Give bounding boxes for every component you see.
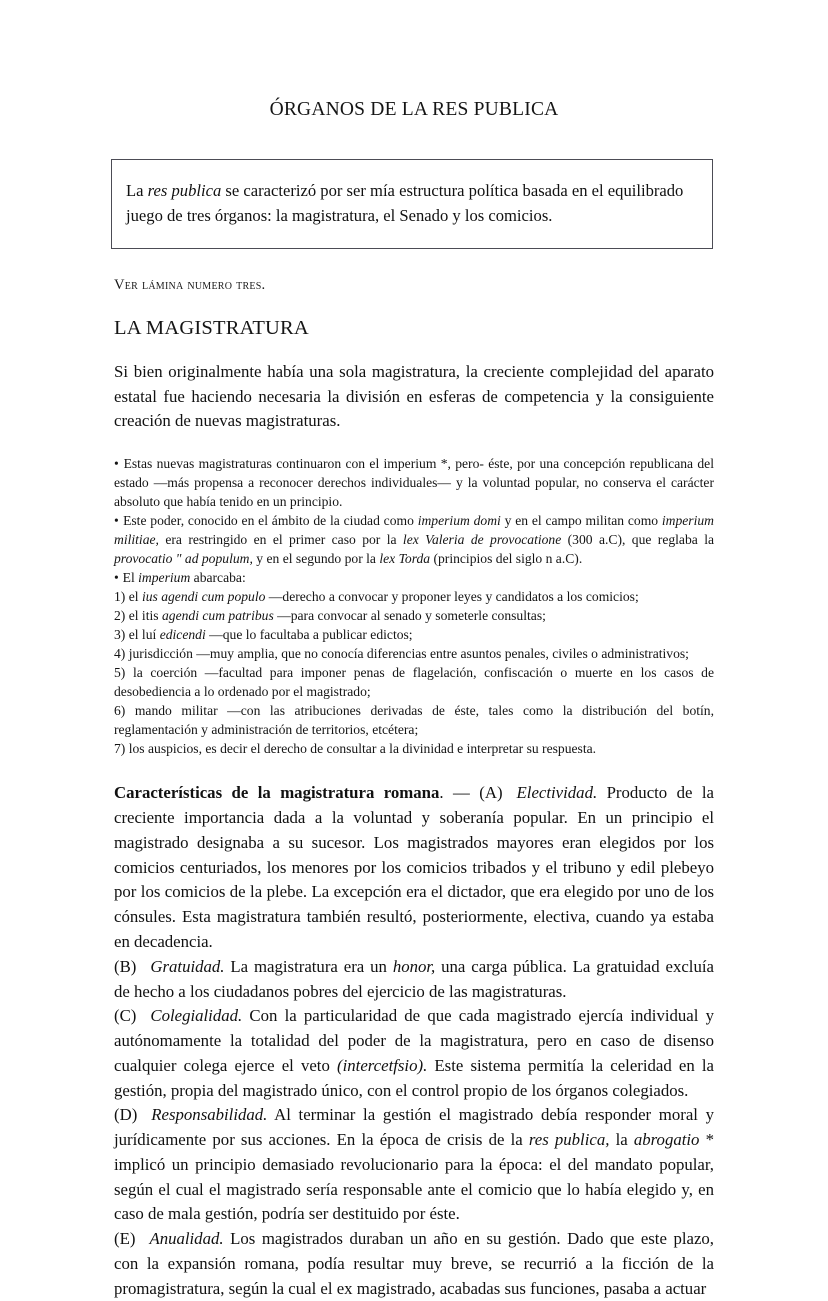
characteristic-item-e [114, 1227, 714, 1301]
term-res-publica: res publica, [528, 1130, 610, 1150]
bullet-dot-icon: • [114, 455, 120, 471]
fineprint-bullet-2-c: era restringido en el primer caso por la [158, 532, 403, 548]
item-number: 1) [114, 589, 126, 605]
fineprint-numbered-item [114, 701, 714, 739]
bullet-dot-icon: • [114, 570, 120, 586]
page-content-column [114, 0, 714, 1301]
item-term-gratuidad: Gratuidad. [150, 956, 225, 976]
item-term-electividad: Electividad. [516, 783, 598, 803]
characteristics-heading: Características de la magistratura romana [114, 783, 440, 803]
term-provocatio-ad-populum: provocatio " ad populum, [114, 551, 253, 567]
abstract-text-a: La [126, 181, 148, 201]
term-honor: honor, [392, 956, 436, 976]
term-lex-torda: lex Torda [379, 551, 431, 567]
characteristic-item-d [114, 1103, 714, 1227]
abstract-text-b: se caracterizó por ser mía estructura política basada en el equilibrado juego de tres órganos: la magistratura, el Senado y los comicios. [126, 181, 684, 225]
abstract-paragraph [126, 179, 696, 227]
item-number: 7) [114, 741, 126, 757]
fineprint-bullet-3-b: abarcaba: [190, 570, 246, 586]
bullet-dot-icon: • [114, 512, 120, 528]
item-number: 6) [114, 703, 126, 719]
characteristic-item-c [114, 1004, 714, 1103]
item-body-e: Los magistrados duraban un año en su gestión. Dado que este plazo, con la expansión romana, podía resultar muy breve, se recurrió a la ficción de la promagistratura, según la cual el ex magistrado, acabadas sus funciones, pasaba a actuar [114, 1229, 714, 1298]
item-term-italic: ius agendi cum populo [141, 589, 266, 605]
item-term-responsabilidad: Responsabilidad. [151, 1105, 268, 1125]
fineprint-bullet-2-f: (principios del siglo n a.C). [430, 551, 583, 567]
fineprint-numbered-item [114, 663, 714, 701]
item-body-d-c: * implicó un principio demasiado revolucionario para la época: el del mandato popular, según el cual el magistrado sería responsable ante el comicio que lo había elegido y, en caso de mala gestión, podría ser destituido por éste. [114, 1130, 714, 1224]
fineprint-numbered-item [114, 739, 714, 758]
item-label-a: (A) [479, 783, 503, 803]
item-label-d: (D) [114, 1105, 138, 1125]
term-intercetfsio: (intercetfsio). [337, 1055, 428, 1075]
item-label-c: (C) [114, 1006, 137, 1026]
characteristic-item-a [114, 781, 714, 954]
term-imperium: imperium [138, 570, 191, 586]
item-number: 2) [114, 608, 126, 624]
fineprint-bullet-2-e: y en el segundo por la [252, 551, 380, 567]
characteristics-block [114, 758, 714, 1301]
item-number: 3) [114, 627, 126, 643]
page-title: ÓRGANOS DE LA RES PUBLICA [269, 99, 559, 120]
item-body-d-a: Al terminar la gestión el magistrado debía responder moral y jurídicamente por sus acciones. En la época de crisis de la [114, 1105, 714, 1150]
fineprint-bullet-2-b: y en el campo militan como [500, 512, 662, 528]
section-heading-la-magistratura: LA MAGISTRATURA [114, 316, 309, 339]
fineprint-bullet-1 [114, 454, 714, 511]
item-body-d-b: la [609, 1130, 634, 1150]
item-text-a: el luí [125, 627, 160, 643]
item-text-a: jurisdicción —muy amplia, que no conocía diferencias entre asuntos penales, civiles o administrativos; [125, 646, 689, 662]
term-imperium-militiae: imperium militiae, [114, 512, 714, 548]
item-body-b-a: La magistratura era un [224, 956, 393, 976]
fineprint-bullet-1-text: Estas nuevas magistraturas continuaron con el imperium *, pero- éste, por una concepción republicana del estado —más propensa a reconocer derechos individuales— y la voluntad popular, no conserva el carácter absoluto que había tenido en un principio. [114, 455, 714, 509]
item-term-anualidad: Anualidad. [149, 1229, 224, 1249]
abstract-callout-box [111, 159, 713, 248]
section-lead-paragraph: Si bien originalmente había una sola magistratura, la creciente complejidad del aparato estatal fue haciendo necesaria la división en esferas de competencia y la consiguiente creación de nuevas magistraturas. [114, 361, 714, 431]
item-text-a: la coerción —facultad para imponer penas de flagelación, confiscación o muerte en los casos de desobediencia a lo ordenado por el magistrado; [114, 665, 714, 700]
item-number: 5) [114, 665, 126, 681]
item-body-a: Producto de la creciente importancia dada a la voluntad y soberanía popular. En un principio el magistrado designaba a su sucesor. Los magistrados mayores eran elegidos por los comicios centuriados, los menores por los comicios tribados y el tribuno y edil plebeyo por los comicios de la plebe. La excepción era el dictador, que era elegido por uno de los cónsules. Esta magistratura también resultó, posteriormente, electiva, cuando ya estaba en decadencia. [114, 783, 714, 951]
item-text-a: el [125, 589, 142, 605]
fineprint-bullet-2 [114, 511, 714, 568]
item-text-a: mando militar —con las atribuciones derivadas de éste, tales como la distribución del botín, reglamentación y administración de territorios, etcétera; [114, 703, 714, 738]
item-text-a: el itis [125, 608, 162, 624]
item-text-b: —que lo facultaba a publicar edictos; [205, 627, 413, 643]
fineprint-bullet-2-a: Este poder, conocido en el ámbito de la ciudad como [119, 512, 418, 528]
item-term-italic: edicendi [159, 627, 206, 643]
item-body-c-a: Con la particularidad de que cada magistrado ejercía individual y autónomamente la totalidad del poder de la magistratura, pero en caso de disenso cualquier colega ejerce el veto [114, 1006, 714, 1075]
item-term-italic: agendi cum patribus [161, 608, 274, 624]
item-label-b: (B) [114, 956, 137, 976]
plate-reference-note: Ver lámina numero tres. [114, 276, 266, 293]
fineprint-numbered-item [114, 606, 714, 625]
item-label-e: (E) [114, 1229, 136, 1249]
fineprint-bullet-3-a: El [119, 570, 139, 586]
fineprint-numbered-item [114, 644, 714, 663]
item-body-b-b: una carga pública. La gratuidad excluía de hecho a los ciudadanos pobres del ejercicio de las magistraturas. [114, 956, 714, 1001]
fineprint-numbered-item [114, 625, 714, 644]
fineprint-bullet-3 [114, 568, 714, 587]
item-text-b: —para convocar al senado y someterle consultas; [273, 608, 546, 624]
fineprint-numbered-item [114, 587, 714, 606]
item-term-colegialidad: Colegialidad. [150, 1006, 243, 1026]
term-abrogatio: abrogatio [633, 1130, 700, 1150]
abstract-term-res-publica: res publica [147, 181, 222, 201]
characteristics-heading-separator: . — [439, 783, 480, 803]
item-text-a: los auspicios, es decir el derecho de consultar a la divinidad e interpretar su respuesta. [125, 741, 597, 757]
term-lex-valeria: lex Valeria de provocatione [402, 532, 562, 548]
item-number: 4) [114, 646, 126, 662]
term-imperium-domi: imperium domi [417, 512, 501, 528]
fineprint-bullet-2-d: (300 a.C), que reglaba la [561, 532, 714, 548]
characteristic-item-b [114, 955, 714, 1005]
fineprint-list-block [114, 434, 714, 759]
item-text-b: —derecho a convocar y proponer leyes y candidatos a los comicios; [265, 589, 639, 605]
item-body-c-b: Este sistema permitía la celeridad en la gestión, propia del magistrado único, con el control propio de los órganos colegiados. [114, 1055, 714, 1100]
